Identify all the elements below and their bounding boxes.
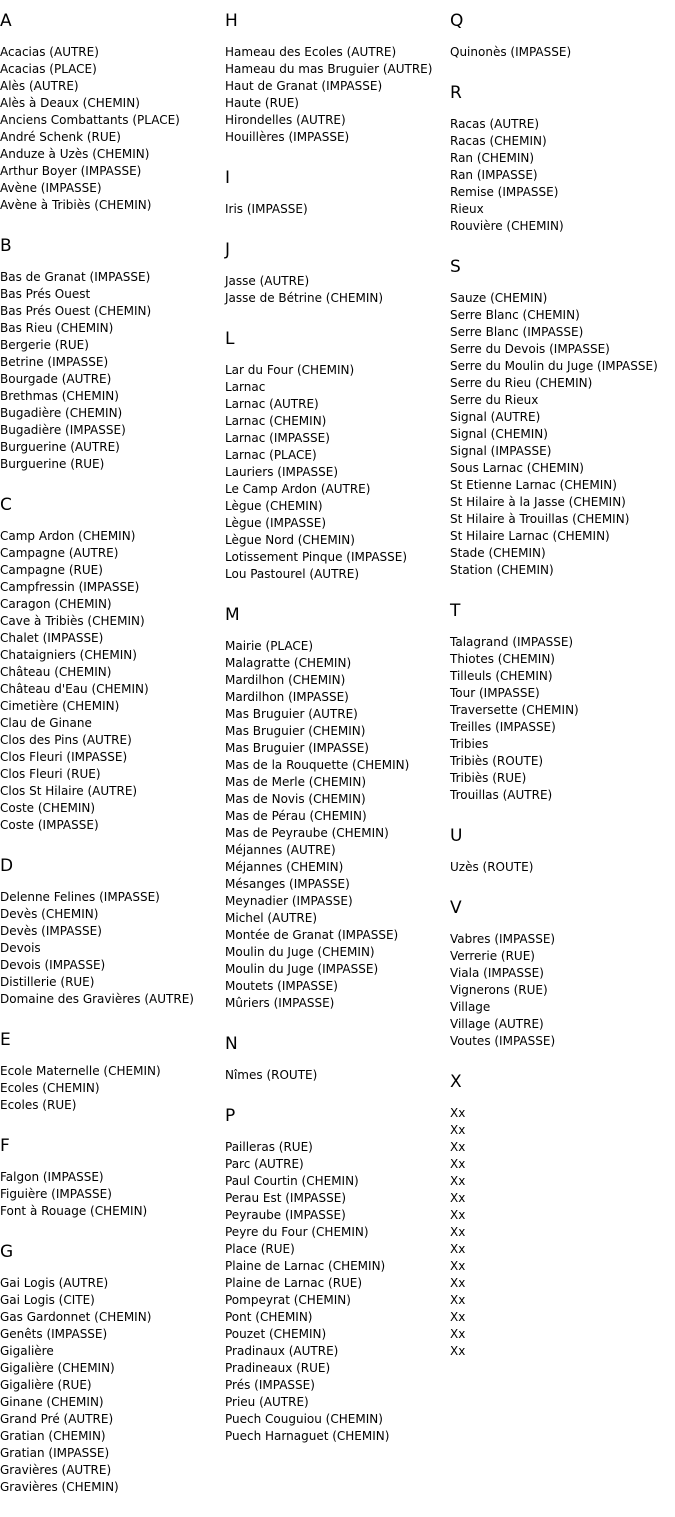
section-letter-heading: J: [225, 240, 231, 260]
street-link[interactable]: Ran (IMPASSE): [450, 168, 538, 182]
street-link[interactable]: Anduze à Uzès (CHEMIN): [0, 147, 150, 161]
street-list: [0, 1169, 220, 1220]
street-link[interactable]: Xx: [450, 1293, 466, 1307]
street-link[interactable]: Quinonès (IMPASSE): [450, 45, 572, 59]
street-link[interactable]: Hameau du mas Bruguier (AUTRE): [225, 62, 433, 76]
street-link[interactable]: Mardilhon (CHEMIN): [225, 673, 346, 687]
letter-section: [225, 328, 447, 583]
street-link[interactable]: Serre Blanc (IMPASSE): [450, 325, 584, 339]
street-list: [0, 1275, 220, 1496]
street-link[interactable]: Xx: [450, 1310, 466, 1324]
street-link[interactable]: Caragon (CHEMIN): [0, 597, 112, 611]
street-link[interactable]: Traversette (CHEMIN): [450, 703, 579, 717]
street-list: [225, 273, 447, 307]
street-link[interactable]: Falgon (IMPASSE): [0, 1170, 104, 1184]
street-link[interactable]: Lègue (IMPASSE): [225, 516, 327, 530]
street-link[interactable]: Signal (CHEMIN): [450, 427, 548, 441]
letter-section: [0, 855, 220, 1008]
street-link[interactable]: Gai Logis (CITE): [0, 1293, 95, 1307]
street-link[interactable]: Clos des Pins (AUTRE): [0, 733, 132, 747]
street-link[interactable]: Serre du Rieu (CHEMIN): [450, 376, 593, 390]
street-link[interactable]: Larnac (CHEMIN): [225, 414, 327, 428]
letter-section: [450, 897, 675, 1050]
street-link[interactable]: Talagrand (IMPASSE): [450, 635, 574, 649]
street-list: [0, 528, 220, 834]
letter-section: [225, 1105, 447, 1445]
street-link[interactable]: Gas Gardonnet (CHEMIN): [0, 1310, 152, 1324]
street-link[interactable]: Pradineaux (RUE): [225, 1361, 331, 1375]
street-link[interactable]: Haut de Granat (IMPASSE): [225, 79, 383, 93]
street-list: [225, 1139, 447, 1445]
street-link[interactable]: Puech Couguiou (CHEMIN): [225, 1412, 383, 1426]
street-link[interactable]: Tribiès (RUE): [450, 771, 527, 785]
street-link[interactable]: Ginane (CHEMIN): [0, 1395, 104, 1409]
street-link[interactable]: Xx: [450, 1123, 466, 1137]
letter-section: [450, 825, 675, 876]
street-list: [450, 634, 675, 804]
street-link[interactable]: Vabres (IMPASSE): [450, 932, 556, 946]
street-link[interactable]: Plaine de Larnac (RUE): [225, 1276, 363, 1290]
street-link[interactable]: Lègue Nord (CHEMIN): [225, 533, 355, 547]
street-link[interactable]: Serre du Devois (IMPASSE): [450, 342, 610, 356]
street-list: [225, 1067, 447, 1084]
street-link[interactable]: Haute (RUE): [225, 96, 299, 110]
street-link[interactable]: Le Camp Ardon (AUTRE): [225, 482, 371, 496]
street-link[interactable]: Gai Logis (AUTRE): [0, 1276, 109, 1290]
street-link[interactable]: Campfressin (IMPASSE): [0, 580, 140, 594]
street-link[interactable]: Avène à Tribiès (CHEMIN): [0, 198, 152, 212]
section-letter-heading: P: [225, 1106, 236, 1126]
street-link[interactable]: Xx: [450, 1174, 466, 1188]
street-link[interactable]: Cave à Tribiès (CHEMIN): [0, 614, 145, 628]
street-link[interactable]: Mas Bruguier (AUTRE): [225, 707, 358, 721]
street-link[interactable]: Ran (CHEMIN): [450, 151, 535, 165]
street-link[interactable]: Distillerie (RUE): [0, 975, 95, 989]
street-link[interactable]: Font à Rouage (CHEMIN): [0, 1204, 148, 1218]
letter-section: [450, 10, 675, 61]
street-link[interactable]: Camp Ardon (CHEMIN): [0, 529, 136, 543]
section-letter-heading: Q: [450, 11, 464, 31]
street-link[interactable]: Signal (AUTRE): [450, 410, 541, 424]
street-link[interactable]: Jasse de Bétrine (CHEMIN): [225, 291, 384, 305]
street-link[interactable]: Domaine des Gravières (AUTRE): [0, 992, 194, 1006]
street-link[interactable]: Bas Prés Ouest (CHEMIN): [0, 304, 152, 318]
street-link[interactable]: Houillères (IMPASSE): [225, 130, 350, 144]
street-link[interactable]: Genêts (IMPASSE): [0, 1327, 108, 1341]
street-link[interactable]: Vignerons (RUE): [450, 983, 548, 997]
street-link[interactable]: Moulin du Juge (CHEMIN): [225, 945, 375, 959]
street-link[interactable]: St Hilaire à Trouillas (CHEMIN): [450, 512, 630, 526]
street-link[interactable]: Clos Fleuri (IMPASSE): [0, 750, 128, 764]
street-link[interactable]: Lotissement Pinque (IMPASSE): [225, 550, 408, 564]
street-list: [450, 290, 675, 579]
street-link[interactable]: Burguerine (AUTRE): [0, 440, 120, 454]
street-link[interactable]: Gratian (CHEMIN): [0, 1429, 106, 1443]
street-list: [0, 44, 220, 214]
letter-section: [0, 10, 220, 214]
street-link[interactable]: Gigalière (RUE): [0, 1378, 92, 1392]
section-letter-heading: N: [225, 1034, 238, 1054]
street-link[interactable]: Mas de Novis (CHEMIN): [225, 792, 366, 806]
letter-section: [450, 82, 675, 235]
street-link[interactable]: Prieu (AUTRE): [225, 1395, 309, 1409]
section-letter-heading: V: [450, 898, 462, 918]
section-letter-heading: T: [450, 601, 461, 621]
street-link[interactable]: Bergerie (RUE): [0, 338, 89, 352]
street-link[interactable]: Larnac (AUTRE): [225, 397, 319, 411]
street-link[interactable]: Betrine (IMPASSE): [0, 355, 109, 369]
street-link[interactable]: Rouvière (CHEMIN): [450, 219, 564, 233]
street-link[interactable]: Campagne (RUE): [0, 563, 103, 577]
letter-section: [450, 1071, 675, 1360]
letter-section: [0, 1135, 220, 1220]
street-list: [225, 201, 447, 218]
street-link[interactable]: Campagne (AUTRE): [0, 546, 119, 560]
street-link[interactable]: Bas de Granat (IMPASSE): [0, 270, 151, 284]
street-link[interactable]: Village: [450, 1000, 491, 1014]
street-list: [450, 1105, 675, 1360]
letter-section: [0, 235, 220, 473]
street-link[interactable]: Parc (AUTRE): [225, 1157, 304, 1171]
street-link[interactable]: Station (CHEMIN): [450, 563, 554, 577]
street-link[interactable]: Signal (IMPASSE): [450, 444, 552, 458]
street-list: [0, 889, 220, 1008]
street-link[interactable]: Racas (AUTRE): [450, 117, 540, 131]
street-link[interactable]: Montée de Granat (IMPASSE): [225, 928, 399, 942]
street-link[interactable]: Méjannes (CHEMIN): [225, 860, 344, 874]
letter-section: [225, 167, 447, 218]
street-link[interactable]: Michel (AUTRE): [225, 911, 318, 925]
street-link[interactable]: Remise (IMPASSE): [450, 185, 559, 199]
street-link[interactable]: Larnac: [225, 380, 266, 394]
street-link[interactable]: Tribies: [450, 737, 489, 751]
street-link[interactable]: Thiotes (CHEMIN): [450, 652, 555, 666]
street-link[interactable]: Gigalière (CHEMIN): [0, 1361, 115, 1375]
street-link[interactable]: Gratian (IMPASSE): [0, 1446, 110, 1460]
section-letter-heading: X: [450, 1072, 462, 1092]
section-letter-heading: G: [0, 1242, 14, 1262]
street-link[interactable]: Bugadière (CHEMIN): [0, 406, 123, 420]
street-link[interactable]: Larnac (IMPASSE): [225, 431, 330, 445]
section-letter-heading: S: [450, 257, 461, 277]
street-link[interactable]: Uzès (ROUTE): [450, 860, 534, 874]
street-link[interactable]: Rieux: [450, 202, 484, 216]
street-link[interactable]: Treilles (IMPASSE): [450, 720, 556, 734]
street-link[interactable]: Verrerie (RUE): [450, 949, 535, 963]
street-link[interactable]: Serre du Rieux: [450, 393, 539, 407]
street-link[interactable]: Devès (IMPASSE): [0, 924, 102, 938]
street-link[interactable]: Sauze (CHEMIN): [450, 291, 548, 305]
street-list: [225, 44, 447, 146]
street-list: [450, 116, 675, 235]
street-link[interactable]: Chalet (IMPASSE): [0, 631, 104, 645]
street-link[interactable]: Mas Bruguier (CHEMIN): [225, 724, 366, 738]
street-link[interactable]: Ecoles (CHEMIN): [0, 1081, 100, 1095]
street-list: [450, 931, 675, 1050]
letter-section: [225, 10, 447, 146]
street-list: [0, 1063, 220, 1114]
street-link[interactable]: Nîmes (ROUTE): [225, 1068, 318, 1082]
street-link[interactable]: Bas Rieu (CHEMIN): [0, 321, 114, 335]
street-link[interactable]: Peyre du Four (CHEMIN): [225, 1225, 369, 1239]
street-link[interactable]: Lègue (CHEMIN): [225, 499, 323, 513]
street-link[interactable]: Tribiès (ROUTE): [450, 754, 544, 768]
street-link[interactable]: Mas de Pérau (CHEMIN): [225, 809, 367, 823]
street-link[interactable]: Xx: [450, 1242, 466, 1256]
letter-section: [450, 600, 675, 804]
street-link[interactable]: Clau de Ginane: [0, 716, 92, 730]
street-link[interactable]: Mardilhon (IMPASSE): [225, 690, 349, 704]
street-link[interactable]: Mas de Merle (CHEMIN): [225, 775, 367, 789]
street-link[interactable]: Pradinaux (AUTRE): [225, 1344, 339, 1358]
street-link[interactable]: Coste (IMPASSE): [0, 818, 99, 832]
street-link[interactable]: Alès (AUTRE): [0, 79, 79, 93]
section-letter-heading: C: [0, 495, 12, 515]
street-link[interactable]: Mésanges (IMPASSE): [225, 877, 350, 891]
section-letter-heading: I: [225, 168, 231, 188]
street-link[interactable]: Paul Courtin (CHEMIN): [225, 1174, 359, 1188]
street-link[interactable]: Stade (CHEMIN): [450, 546, 546, 560]
section-letter-heading: E: [0, 1030, 11, 1050]
street-link[interactable]: St Hilaire Larnac (CHEMIN): [450, 529, 610, 543]
street-link[interactable]: Serre du Moulin du Juge (IMPASSE): [450, 359, 658, 373]
street-link[interactable]: Mas de la Rouquette (CHEMIN): [225, 758, 410, 772]
section-letter-heading: L: [225, 329, 235, 349]
street-link[interactable]: Viala (IMPASSE): [450, 966, 544, 980]
section-letter-heading: B: [0, 236, 12, 256]
street-list: [225, 638, 447, 1012]
street-link[interactable]: Xx: [450, 1259, 466, 1273]
street-list: [450, 859, 675, 876]
street-link[interactable]: Mas de Peyraube (CHEMIN): [225, 826, 389, 840]
street-list: [0, 269, 220, 473]
street-link[interactable]: Pompeyrat (CHEMIN): [225, 1293, 351, 1307]
street-link[interactable]: Bugadière (IMPASSE): [0, 423, 126, 437]
section-letter-heading: R: [450, 83, 462, 103]
street-link[interactable]: Xx: [450, 1157, 466, 1171]
street-link[interactable]: Devois: [0, 941, 41, 955]
street-link[interactable]: Sous Larnac (CHEMIN): [450, 461, 584, 475]
street-link[interactable]: Serre Blanc (CHEMIN): [450, 308, 580, 322]
street-link[interactable]: Mas Bruguier (IMPASSE): [225, 741, 369, 755]
section-letter-heading: U: [450, 826, 463, 846]
street-index-column-3: [450, 10, 675, 1381]
street-link[interactable]: Burguerine (RUE): [0, 457, 105, 471]
street-link[interactable]: Racas (CHEMIN): [450, 134, 547, 148]
street-link[interactable]: Bourgade (AUTRE): [0, 372, 112, 386]
letter-section: [0, 494, 220, 834]
street-link[interactable]: Perau Est (IMPASSE): [225, 1191, 347, 1205]
street-link[interactable]: Grand Pré (AUTRE): [0, 1412, 114, 1426]
street-link[interactable]: Peyraube (IMPASSE): [225, 1208, 346, 1222]
street-link[interactable]: Acacias (PLACE): [0, 62, 97, 76]
street-link[interactable]: Tilleuls (CHEMIN): [450, 669, 553, 683]
street-link[interactable]: Trouillas (AUTRE): [450, 788, 553, 802]
street-link[interactable]: Xx: [450, 1344, 466, 1358]
section-letter-heading: D: [0, 856, 14, 876]
letter-section: [225, 1033, 447, 1084]
street-link[interactable]: Ecoles (RUE): [0, 1098, 77, 1112]
section-letter-heading: F: [0, 1136, 10, 1156]
street-link[interactable]: Anciens Combattants (PLACE): [0, 113, 180, 127]
street-link[interactable]: Xx: [450, 1225, 466, 1239]
street-link[interactable]: Arthur Boyer (IMPASSE): [0, 164, 142, 178]
section-letter-heading: A: [0, 11, 12, 31]
street-link[interactable]: Gravières (CHEMIN): [0, 1480, 119, 1494]
street-link[interactable]: Gigalière: [0, 1344, 54, 1358]
street-link[interactable]: Devès (CHEMIN): [0, 907, 99, 921]
street-link[interactable]: Lar du Four (CHEMIN): [225, 363, 355, 377]
street-link[interactable]: Puech Harnaguet (CHEMIN): [225, 1429, 390, 1443]
street-link[interactable]: Meynadier (IMPASSE): [225, 894, 353, 908]
street-link[interactable]: Bas Prés Ouest: [0, 287, 91, 301]
street-link[interactable]: Méjannes (AUTRE): [225, 843, 336, 857]
street-link[interactable]: Xx: [450, 1140, 466, 1154]
street-list: [450, 44, 675, 61]
street-link[interactable]: Clos St Hilaire (AUTRE): [0, 784, 138, 798]
section-letter-heading: M: [225, 605, 240, 625]
street-link[interactable]: Larnac (PLACE): [225, 448, 317, 462]
street-link[interactable]: Xx: [450, 1327, 466, 1341]
street-link[interactable]: Xx: [450, 1208, 466, 1222]
street-link[interactable]: Acacias (AUTRE): [0, 45, 99, 59]
street-list: [225, 362, 447, 583]
letter-section: [0, 1029, 220, 1114]
street-link[interactable]: Figuière (IMPASSE): [0, 1187, 112, 1201]
street-link[interactable]: Hirondelles (AUTRE): [225, 113, 346, 127]
street-link[interactable]: Prés (IMPASSE): [225, 1378, 315, 1392]
section-letter-heading: H: [225, 11, 238, 31]
letter-section: [225, 604, 447, 1012]
street-link[interactable]: Moutets (IMPASSE): [225, 979, 338, 993]
letter-section: [450, 256, 675, 579]
street-link[interactable]: Malagratte (CHEMIN): [225, 656, 352, 670]
street-link[interactable]: Gravières (AUTRE): [0, 1463, 112, 1477]
street-link[interactable]: Alès à Deaux (CHEMIN): [0, 96, 140, 110]
street-link[interactable]: St Hilaire à la Jasse (CHEMIN): [450, 495, 626, 509]
street-link[interactable]: Coste (CHEMIN): [0, 801, 96, 815]
street-link[interactable]: Chataigniers (CHEMIN): [0, 648, 137, 662]
street-link[interactable]: Pont (CHEMIN): [225, 1310, 313, 1324]
street-link[interactable]: Château (CHEMIN): [0, 665, 112, 679]
street-link[interactable]: St Etienne Larnac (CHEMIN): [450, 478, 617, 492]
street-link[interactable]: Tour (IMPASSE): [450, 686, 540, 700]
street-link[interactable]: Cimetière (CHEMIN): [0, 699, 120, 713]
street-link[interactable]: Village (AUTRE): [450, 1017, 544, 1031]
street-link[interactable]: Lou Pastourel (AUTRE): [225, 567, 359, 581]
street-link[interactable]: Place (RUE): [225, 1242, 295, 1256]
street-link[interactable]: Ecole Maternelle (CHEMIN): [0, 1064, 161, 1078]
letter-section: [0, 1241, 220, 1496]
street-link[interactable]: Pouzet (CHEMIN): [225, 1327, 327, 1341]
street-index-column-1: [0, 10, 220, 1517]
street-link[interactable]: Jasse (AUTRE): [225, 274, 310, 288]
street-link[interactable]: Moulin du Juge (IMPASSE): [225, 962, 379, 976]
street-link[interactable]: Voutes (IMPASSE): [450, 1034, 556, 1048]
street-index-column-2: [225, 10, 447, 1466]
street-link[interactable]: Lauriers (IMPASSE): [225, 465, 339, 479]
street-link[interactable]: Mûriers (IMPASSE): [225, 996, 335, 1010]
letter-section: [225, 239, 447, 307]
street-link[interactable]: Château d'Eau (CHEMIN): [0, 682, 149, 696]
street-link[interactable]: Pailleras (RUE): [225, 1140, 313, 1154]
street-link[interactable]: Xx: [450, 1276, 466, 1290]
street-link[interactable]: Plaine de Larnac (CHEMIN): [225, 1259, 386, 1273]
street-link[interactable]: Brethmas (CHEMIN): [0, 389, 119, 403]
street-link[interactable]: Delenne Felines (IMPASSE): [0, 890, 160, 904]
street-link[interactable]: Avène (IMPASSE): [0, 181, 102, 195]
street-link[interactable]: Hameau des Ecoles (AUTRE): [225, 45, 397, 59]
street-link[interactable]: Mairie (PLACE): [225, 639, 314, 653]
street-link[interactable]: Xx: [450, 1106, 466, 1120]
street-link[interactable]: Iris (IMPASSE): [225, 202, 308, 216]
street-link[interactable]: Xx: [450, 1191, 466, 1205]
street-link[interactable]: Clos Fleuri (RUE): [0, 767, 101, 781]
street-link[interactable]: André Schenk (RUE): [0, 130, 121, 144]
street-link[interactable]: Devois (IMPASSE): [0, 958, 106, 972]
